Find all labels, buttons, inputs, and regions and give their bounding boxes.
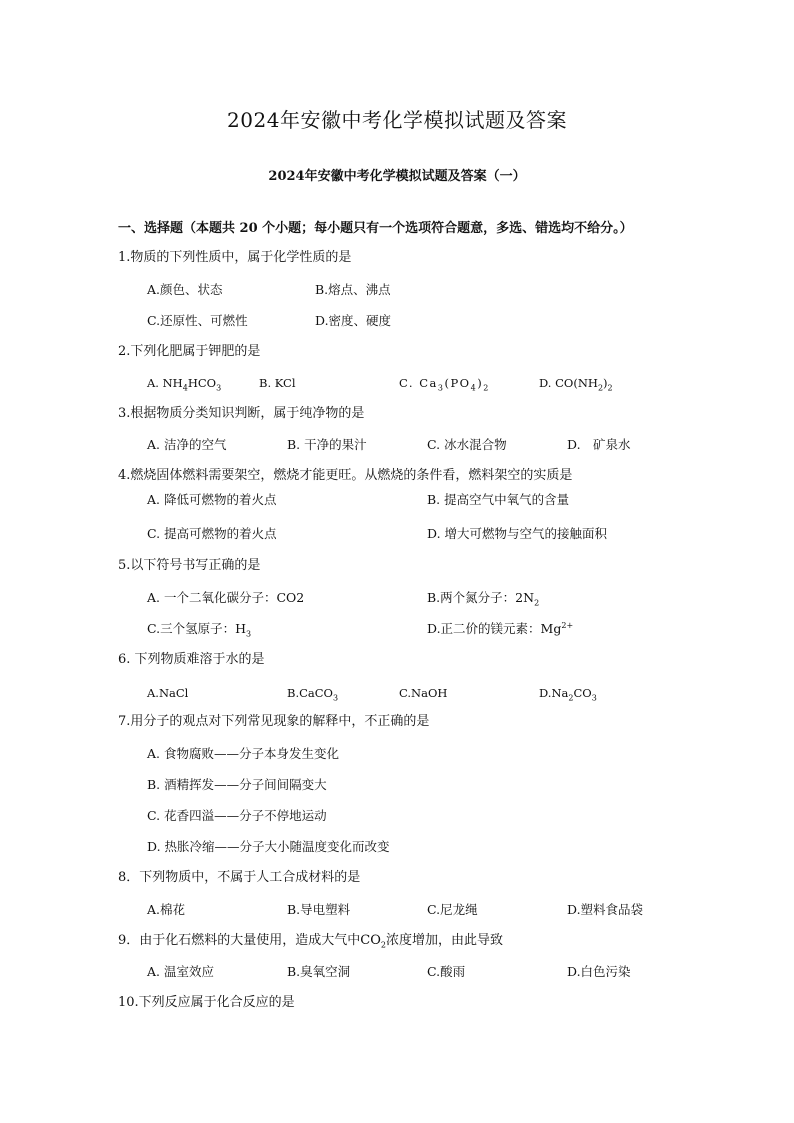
document-title: 2024年安徽中考化学模拟试题及答案 — [227, 108, 567, 132]
question-10-stem: 10.下列反应属于化合反应的是 — [118, 995, 295, 1010]
question-7-option-d: D. 热胀冷缩——分子大小随温度变化而改变 — [147, 839, 390, 854]
stem-text: 9．由于化石燃料的大量使用，造成大气中CO — [118, 933, 381, 948]
subscript: 4 — [470, 383, 478, 393]
question-6-option-c: C.NaOH — [399, 686, 448, 700]
question-6-option-d — [539, 684, 597, 702]
question-6-option-b — [287, 684, 338, 702]
subscript: 2 — [568, 693, 574, 703]
question-9-option-a: A. 温室效应 — [147, 964, 214, 979]
subscript: 3 — [246, 629, 252, 639]
question-2-stem: 2.下列化肥属于钾肥的是 — [118, 344, 261, 359]
question-3-option-d: D. 矿泉水 — [567, 437, 631, 452]
question-5-stem: 5.以下符号书写正确的是 — [118, 558, 261, 573]
subscript: 3 — [333, 693, 339, 703]
question-8-option-c: C.尼龙绳 — [427, 902, 478, 917]
formula-text: B.两个氮分子：2N — [427, 590, 535, 605]
question-2-option-a — [147, 374, 221, 392]
formula-text: D.正二价的镁元素：Mg — [427, 621, 562, 636]
question-8-stem: 8．下列物质中，不属于人工合成材料的是 — [118, 870, 361, 885]
superscript: 2+ — [561, 620, 574, 630]
formula-text: C.三个氢原子：H — [147, 621, 246, 636]
question-7-option-b: B. 酒精挥发——分子间间隔变大 — [147, 777, 327, 792]
question-1-option-a: A.颜色、状态 — [147, 282, 223, 297]
section-heading: 一、选择题（本题共 20 个小题；每小题只有一个选项符合题意，多选、错选均不给分。） — [118, 221, 633, 236]
question-4-option-d: D. 增大可燃物与空气的接触面积 — [427, 526, 608, 541]
subscript: 2 — [380, 940, 386, 950]
question-1-option-b: B.熔点、沸点 — [315, 282, 391, 297]
question-4-option-c: C. 提高可燃物的着火点 — [147, 526, 277, 541]
question-3-option-b: B. 干净的果汁 — [287, 437, 367, 452]
question-2-option-c — [399, 374, 490, 392]
formula-text: (PO — [444, 376, 471, 390]
subscript: 3 — [437, 383, 445, 393]
question-9-option-d: D.白色污染 — [567, 964, 631, 979]
question-1-stem: 1.物质的下列性质中，属于化学性质的是 — [118, 250, 352, 265]
question-5-option-a: A. 一个二氧化碳分子：CO2 — [147, 590, 305, 605]
subscript: 3 — [216, 383, 222, 393]
question-7-stem: 7.用分子的观点对下列常见现象的解释中，不正确的是 — [118, 714, 430, 729]
question-9-option-c: C.酸雨 — [427, 964, 466, 979]
formula-text: D.Na — [539, 686, 569, 700]
question-3-option-a: A. 洁净的空气 — [147, 437, 227, 452]
question-4-option-a: A. 降低可燃物的着火点 — [147, 492, 277, 507]
formula-text: D. CO(NH — [539, 376, 598, 390]
question-5-option-b — [427, 589, 539, 607]
question-6-stem: 6. 下列物质难溶于水的是 — [118, 652, 265, 667]
question-6-option-a: A.NaCl — [147, 686, 189, 700]
question-9-stem — [118, 932, 503, 950]
formula-text: CO — [573, 686, 592, 700]
question-7-option-c: C. 花香四溢——分子不停地运动 — [147, 808, 327, 823]
subscript: 2 — [607, 383, 613, 393]
question-1-option-c: C.还原性、可燃性 — [147, 313, 248, 328]
subscript: 2 — [534, 598, 540, 608]
formula-text: HCO — [187, 376, 217, 390]
question-8-option-d: D.塑料食品袋 — [567, 902, 644, 917]
formula-text: ) — [603, 376, 608, 390]
question-7-option-a: A. 食物腐败——分子本身发生变化 — [147, 746, 339, 761]
question-4-stem: 4.燃烧固体燃料需要架空，燃烧才能更旺。从燃烧的条件看，燃料架空的实质是 — [118, 468, 573, 483]
question-5-option-c — [147, 620, 251, 638]
question-8-option-a: A.棉花 — [147, 902, 186, 917]
formula-text: C. Ca — [399, 376, 438, 390]
question-5-option-d — [427, 620, 573, 638]
subscript: 2 — [483, 383, 490, 393]
question-8-option-b: B.导电塑料 — [287, 902, 351, 917]
formula-text: A. NH — [147, 376, 183, 390]
question-9-option-b: B.臭氧空洞 — [287, 964, 351, 979]
formula-text: ) — [477, 376, 484, 390]
question-3-stem: 3.根据物质分类知识判断，属于纯净物的是 — [118, 406, 365, 421]
subscript: 4 — [182, 383, 188, 393]
subscript: 2 — [597, 383, 604, 393]
question-2-option-d — [539, 374, 613, 392]
subscript: 3 — [591, 693, 597, 703]
document-subtitle: 2024年安徽中考化学模拟试题及答案（一） — [268, 169, 526, 184]
formula-text: B.CaCO — [287, 686, 333, 700]
stem-text: 浓度增加，由此导致 — [385, 933, 503, 948]
question-2-option-b: B. KCl — [259, 376, 296, 390]
question-3-option-c: C. 冰水混合物 — [427, 437, 507, 452]
question-1-option-d: D.密度、硬度 — [315, 313, 392, 328]
question-4-option-b: B. 提高空气中氧气的含量 — [427, 492, 570, 507]
